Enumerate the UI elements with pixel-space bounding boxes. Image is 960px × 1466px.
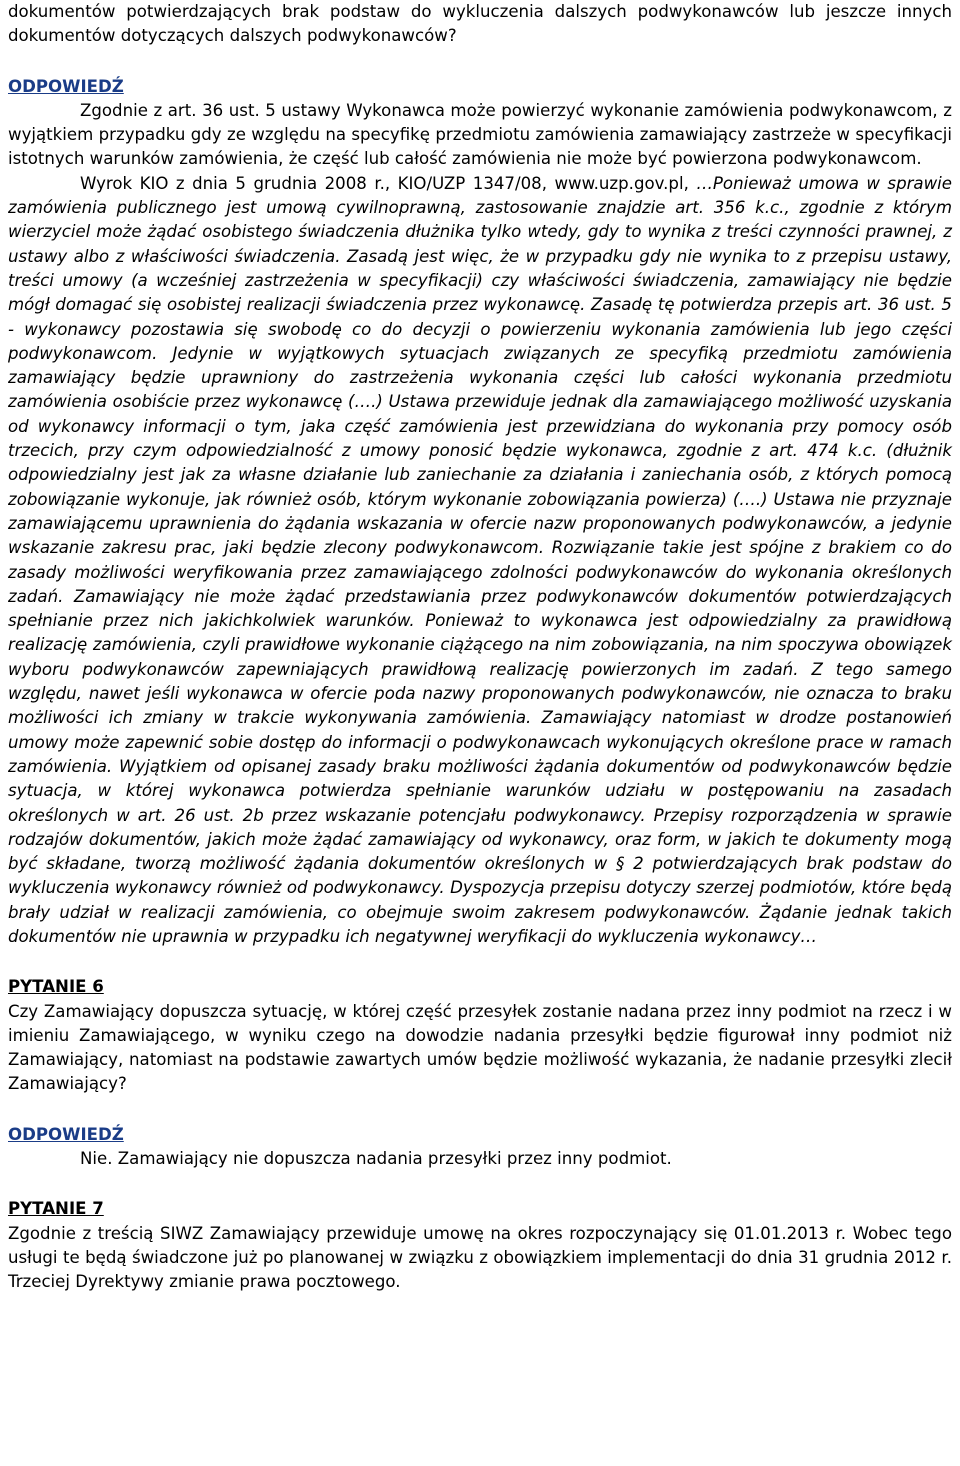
spacer: [8, 1171, 952, 1197]
intro-paragraph: dokumentów potwierdzających brak podstaw do wykluczenia dalszych podwykonawców lub jeszcze innych dokumentów dotyczących dalszych podwykonawców?: [8, 2, 952, 46]
citation-quote: …Ponieważ umowa w sprawie zamówienia publicznego jest umową cywilnoprawną, zastosowanie znajdzie art. 356 k.c., zgodnie z którym wierzyciel może żądać osobistego świadczenia dłużnika tylko wtedy, gdy to wynika z treści czynności prawnej, z ustawy albo z właściwości świadczenia. Zasadą jest więc, że w przypadku gdy nie wynika to z przepisu ustawy, treści umowy (a wcześniej zastrzeżenia w specyfikacji) czy właściwości świadczenia, zamawiający nie będzie mógł domagać się osobistej realizacji świadczenia przez wykonawcę. Zasadę tę potwierdza przepis art. 36 ust. 5 - wykonawcy pozostawia się swobodę co do decyzji o powierzeniu wykonania zamówienia lub jego części podwykonawcom. Jedynie w wyjątkowych sytuacjach związanych ze specyfiką przedmiotu zamówienia zamawiający będzie uprawniony do zastrzeżenia wykonania części lub całości wykonania przedmiotu zamówienia osobiście przez wykonawcę (….) Ustawa przewiduje jednak dla zamawiającego możliwość uzyskania od wykonawcy informacji o tym, jaka część zamówienia jest przewidziana do wykonania przy pomocy osób trzecich, przy czym odpowiedzialność z umowy ponosić będzie wykonawca, zgodnie z art. 474 k.c. (dłużnik odpowiedzialny jest jak za własne działanie lub zaniechanie za działania i zaniechania osób, z których pomocą zobowiązanie wykonuje, jak również osób, którym wykonanie zobowiązania powierza) (….) Ustawa nie przyznaje zamawiającemu uprawnienia do żądania wskazania w ofercie nazw proponowanych podwykonawców, a jedynie wskazanie zakresu prac, jaki będzie zlecony podwykonawcom. Rozwiązanie takie jest spójne z brakiem co do zasady możliwości weryfikowania przez zamawiającego zdolności podwykonawców do wykonania określonych zadań. Zamawiający nie może żądać przedstawiania przez podwykonawców dokumentów potwierdzających spełnianie przez nich jakichkolwiek warunków. Ponieważ to wykonawca jest odpowiedzialny za prawidłową realizację zamówienia, czyli prawidłowe wykonanie ciążącego na nim zobowiązania, na nim spoczywa obowiązek wyboru podwykonawców zapewniających prawidłową realizację powierzonych im zadań. Z tego samego względu, nawet jeśli wykonawca w ofercie poda nazwy proponowanych podwykonawców, nie oznacza to braku możliwości ich zmiany w trakcie wykonywania zamówienia. Zamawiający natomiast w drodze postanowień umowy może zapewnić sobie dostęp do informacji o podwykonawcach wykonujących określone prace w ramach zamówienia. Wyjątkiem od opisanej zasady braku możliwości żądania dokumentów od podwykonawców będzie sytuacja, w której wykonawca potwierdza spełnianie warunków udziału w postępowaniu na zasadach określonych w art. 26 ust. 2b przez wskazanie potencjału podwykonawcy. Przepisy rozporządzenia w sprawie rodzajów dokumentów, jakich może żądać zamawiający od wykonawcy, oraz form, w jakich te dokumenty mogą być składane, tworzą możliwość żądania dokumentów określonych w § 2 potwierdzających brak podstaw do wykluczenia wykonawcy również od podwykonawcy. Dyspozycja przepisu dotyczy szerzej podmiotów, które będą brały udział w realizacji zamówienia, co obejmuje swoim zakresem podwykonawców. Żądanie jednak takich dokumentów nie uprawnia w przypadku ich negatywnej weryfikacji do wykluczenia wykonawcy…: [8, 173, 952, 946]
question-7-label: PYTANIE 7: [8, 1199, 104, 1219]
answer-paragraph: [8, 99, 952, 172]
question-7-text: Zgodnie z treścią SIWZ Zamawiający przewiduje umowę na okres rozpoczynający się 01.01.2013 r. Wobec tego usługi te będą świadczone już po planowanej w związku z obowiązkiem implementacji do dnia 31 grudnia 2012 r. Trzeciej Dyrektywy zmianie prawa pocztowego.: [8, 1223, 952, 1292]
spacer: [8, 949, 952, 975]
question-6-label: PYTANIE 6: [8, 977, 104, 997]
citation-source: Wyrok KIO z dnia 5 grudnia 2008 r., KIO/UZP 1347/08, www.uzp.gov.pl,: [80, 173, 697, 193]
answer-6-text: Nie. Zamawiający nie dopuszcza nadania przesyłki przez inny podmiot.: [80, 1149, 672, 1169]
answer-6-heading: ODPOWIEDŹ: [8, 1124, 124, 1144]
citation-paragraph: [8, 172, 952, 950]
spacer: [8, 1097, 952, 1123]
question-6-text: Czy Zamawiający dopuszcza sytuację, w której część przesyłek zostanie nadana przez inny podmiot na rzecz i w imieniu Zamawiającego, w wyniku czego na dowodzie nadania przesyłki będzie figurował inny podmiot niż Zamawiający, natomiast na podstawie zawartych umów będzie możliwość wykazania, że nadanie przesyłki zlecił Zamawiający?: [8, 1001, 952, 1094]
answer-heading: ODPOWIEDŹ: [8, 76, 124, 96]
answer-paragraph-text: Zgodnie z art. 36 ust. 5 ustawy Wykonawca może powierzyć wykonanie zamówienia podwykonawcom, z wyjątkiem przypadku gdy ze względu na specyfikę przedmiotu zamówienia zamawiający zastrzeże w specyfikacji istotnych warunków zamówienia, że część lub całość zamówienia nie może być powierzona podwykonawcom.: [8, 100, 952, 169]
spacer: [8, 49, 952, 75]
